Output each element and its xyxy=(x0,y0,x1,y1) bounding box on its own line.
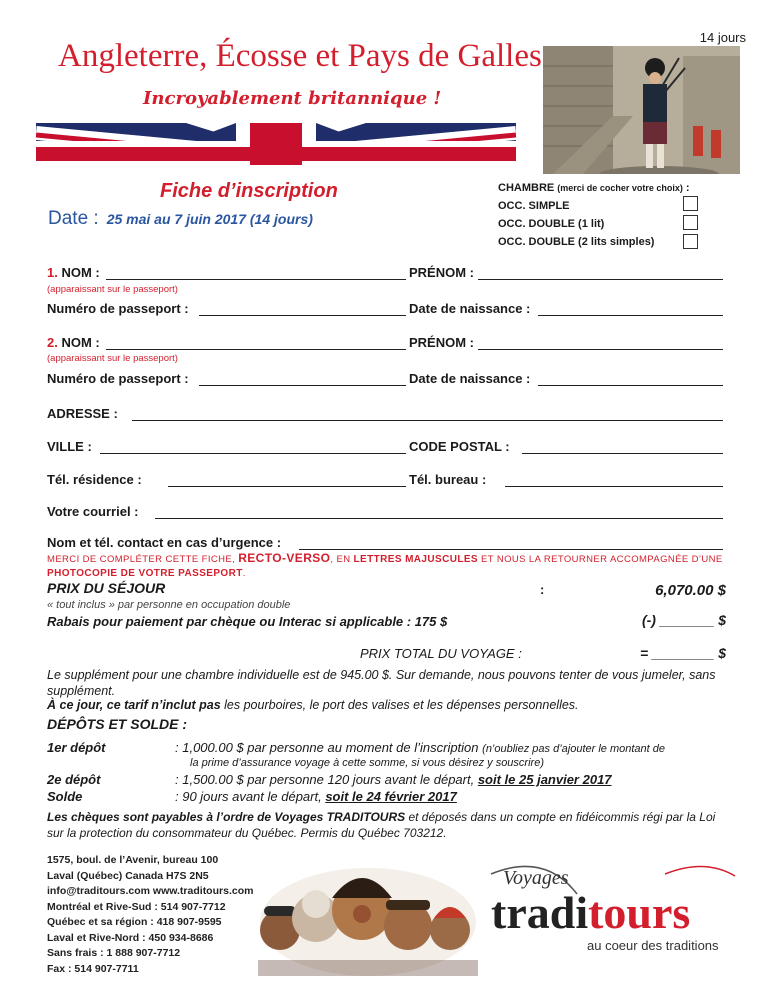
traditional-faces-collage xyxy=(258,848,478,976)
instr-majuscules: LETTRES MAJUSCULES xyxy=(353,554,478,565)
room-checkbox-double-1[interactable] xyxy=(683,215,698,230)
p1-prenom-label: PRÉNOM : xyxy=(409,265,474,280)
p1-passport-field[interactable] xyxy=(199,315,406,316)
room-label-text: CHAMBRE xyxy=(498,182,555,194)
contact-line: info@traditours.com www.traditours.com xyxy=(47,885,254,897)
p2-nom-field[interactable] xyxy=(106,349,406,350)
instr-photocopie: PHOTOCOPIE DE VOTRE PASSEPORT xyxy=(47,568,243,579)
email-field[interactable] xyxy=(155,518,723,519)
room-option-double-1: OCC. DOUBLE (1 lit) xyxy=(498,218,605,230)
p2-prenom-label: PRÉNOM : xyxy=(409,335,474,350)
price-colon: : xyxy=(540,582,545,597)
deposit-2-text: : 1,500.00 $ par personne 120 jours avant le départ, xyxy=(175,772,478,787)
date-value: 25 mai au 7 juin 2017 (14 jours) xyxy=(106,211,313,227)
logo-tours: tours xyxy=(588,887,691,938)
svg-text:traditours xyxy=(491,887,690,938)
balance-date: soit le 24 février 2017 xyxy=(325,789,457,804)
union-jack-banner xyxy=(36,123,516,183)
deposit-2-date: soit le 25 janvier 2017 xyxy=(477,772,612,787)
price-value: 6,070.00 $ xyxy=(655,582,726,599)
date-line xyxy=(48,208,313,230)
p2-birth-field[interactable] xyxy=(538,385,723,386)
contact-line: Montréal et Rive-Sud : 514 907-7712 xyxy=(47,900,226,913)
total-label: PRIX TOTAL DU VOYAGE : xyxy=(360,646,522,661)
trip-subtitle: Incroyablement britannique ! xyxy=(143,88,442,109)
p2-prenom-field[interactable] xyxy=(478,349,723,350)
room-option-simple: OCC. SIMPLE xyxy=(498,200,570,212)
deposit-1-text: : 1,000.00 $ par personne au moment de l’inscription xyxy=(175,740,479,755)
date-label: Date : xyxy=(48,208,99,229)
address-label: ADRESSE : xyxy=(47,406,118,421)
city-field[interactable] xyxy=(100,453,406,454)
contact-line: Québec et sa région : 418 907-9595 xyxy=(47,916,222,928)
home-phone-label: Tél. résidence : xyxy=(47,472,142,487)
p1-birth-label: Date de naissance : xyxy=(409,301,531,316)
discount-field[interactable]: (-) _______ $ xyxy=(641,612,726,628)
balance-label: Solde xyxy=(47,789,83,804)
deposit-1-note-cont: la prime d’assurance voyage à cette somme, si vous désirez y souscrire) xyxy=(190,757,544,769)
postal-code-field[interactable] xyxy=(522,453,723,454)
discount-label: Rabais pour paiement par chèque ou Interac si applicable : 175 $ xyxy=(47,614,448,629)
cheques-note xyxy=(47,809,729,841)
room-colon: : xyxy=(685,182,690,194)
p2-passport-field[interactable] xyxy=(199,385,406,386)
instr-c: , EN xyxy=(330,554,354,565)
work-phone-label: Tél. bureau : xyxy=(409,472,487,487)
logo-tradi: tradi xyxy=(491,887,589,938)
traditours-logo xyxy=(485,856,740,956)
p1-nom-field[interactable] xyxy=(106,279,406,280)
instructions xyxy=(47,551,727,581)
p1-passport-label: Numéro de passeport : xyxy=(47,301,189,316)
p1-birth-field[interactable] xyxy=(538,315,723,316)
contact-line: Laval et Rive-Nord : 450 934-8686 xyxy=(47,931,214,944)
logo-voyages: Voyages xyxy=(503,867,569,889)
deposits-heading: DÉPÔTS ET SOLDE : xyxy=(47,716,188,732)
contact-line: Sans frais : 1 888 907-7712 xyxy=(47,947,181,959)
trip-duration: 14 jours xyxy=(699,30,746,45)
contact-line: Fax : 514 907-7711 xyxy=(47,962,139,975)
instr-g: . xyxy=(242,568,246,579)
cheques-payable: Les chèques sont payables à l’ordre de Voyages TRADITOURS xyxy=(47,810,406,824)
price-inclusive-note: « tout inclus » par personne en occupation double xyxy=(47,599,291,611)
postal-code-label: CODE POSTAL : xyxy=(409,439,510,454)
room-checkbox-simple[interactable] xyxy=(683,196,698,211)
balance-line xyxy=(175,789,457,804)
room-hint: (merci de cocher votre choix) xyxy=(557,183,683,193)
p2-birth-label: Date de naissance : xyxy=(409,371,531,386)
price-label: PRIX DU SÉJOUR xyxy=(47,580,166,596)
emergency-field[interactable] xyxy=(299,549,723,550)
p1-prenom-field[interactable] xyxy=(478,279,723,280)
instr-a: MERCI DE COMPLÉTER CETTE FICHE, xyxy=(47,554,239,565)
emergency-label: Nom et tél. contact en cas d’urgence : xyxy=(47,535,282,550)
work-phone-field[interactable] xyxy=(505,486,723,487)
p2-nom-label: 2. NOM : xyxy=(47,335,100,350)
deposit-2-line xyxy=(175,772,612,787)
cheques-rest: et déposés dans un compte en fidéicommis régi par la Loi sur la protection du consommateur du Québec. Permis du Québec 703212. xyxy=(47,810,716,840)
contact-line: Laval (Québec) Canada H7S 2N5 xyxy=(47,869,209,882)
agency-contact xyxy=(47,853,253,977)
instr-e: ET NOUS LA RETOURNER ACCOMPAGNÉE D’UNE xyxy=(477,554,723,565)
form-heading: Fiche d’inscription xyxy=(160,180,338,202)
single-supplement-note: Le supplément pour une chambre individuelle est de 945.00 $. Sur demande, nous pouvons tenter de vous jumeler, sans supplément. xyxy=(47,668,716,698)
p2-note: (apparaissant sur le passeport) xyxy=(47,353,178,364)
email-label: Votre courriel : xyxy=(47,504,139,519)
instr-recto-verso: RECTO-VERSO xyxy=(238,551,331,565)
room-option-double-2: OCC. DOUBLE (2 lits simples) xyxy=(498,236,655,248)
p1-note: (apparaissant sur le passeport) xyxy=(47,284,178,295)
room-label xyxy=(498,182,690,194)
home-phone-field[interactable] xyxy=(168,486,406,487)
logo-tagline: au coeur des traditions xyxy=(587,938,719,953)
trip-title: Angleterre, Écosse et Pays de Galles xyxy=(58,38,542,74)
total-field[interactable]: = ________ $ xyxy=(639,645,726,661)
address-field[interactable] xyxy=(132,420,723,421)
bagpiper-photo xyxy=(543,46,740,174)
contact-line: 1575, boul. de l’Avenir, bureau 100 xyxy=(47,854,219,866)
deposit-2-label: 2e dépôt xyxy=(47,772,101,787)
deposit-1-note: (n’oubliez pas d’ajouter le montant de xyxy=(482,743,665,755)
p1-nom-label: 1. NOM : xyxy=(47,265,100,280)
tariff-exclusions-lead: À ce jour, ce tarif n’inclut pas xyxy=(47,698,221,712)
tariff-exclusions xyxy=(47,698,579,712)
room-checkbox-double-2[interactable] xyxy=(683,234,698,249)
p2-passport-label: Numéro de passeport : xyxy=(47,371,189,386)
tariff-exclusions-rest: les pourboires, le port des valises et les dépenses personnelles. xyxy=(220,698,579,712)
balance-text: : 90 jours avant le départ, xyxy=(175,789,326,804)
deposit-1-label: 1er dépôt xyxy=(47,740,106,755)
city-label: VILLE : xyxy=(47,439,92,454)
deposit-1-line xyxy=(175,740,665,755)
